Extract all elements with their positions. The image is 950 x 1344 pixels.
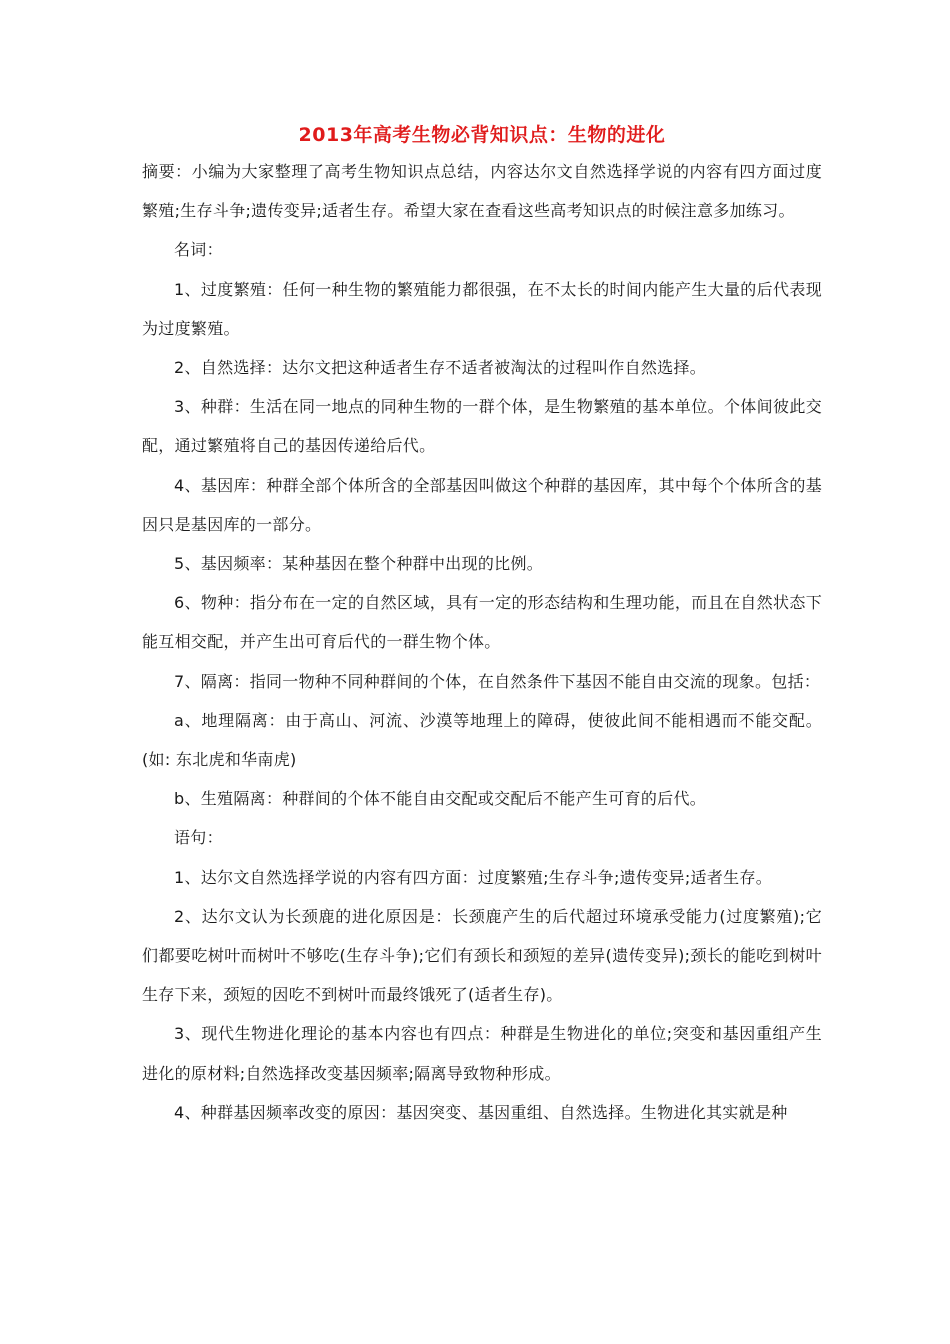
paragraph-term-5: 5、基因频率：某种基因在整个种群中出现的比例。 [174,554,544,574]
paragraph-statement-1: 1、达尔文自然选择学说的内容有四方面：过度繁殖;生存斗争;遗传变异;适者生存。 [174,867,773,887]
paragraph-statement-4: 4、种群基因频率改变的原因：基因突变、基因重组、自然选择。生物进化其实就是种 [174,1102,788,1122]
document-body [142,118,822,1132]
paragraph-statement-2: 2、达尔文认为长颈鹿的进化原因是：长颈鹿产生的后代超过环境承受能力(过度繁殖);它们都要吃树叶而树叶不够吃(生存斗争);它们有颈长和颈短的差异(遗传变异);颈长的能吃到树叶生存下来，颈短的因吃不到树叶而最终饿死了(适者生存)。 [142,906,822,1005]
paragraph-term-7: 7、隔离：指同一物种不同种群间的个体，在自然条件下基因不能自由交流的现象。包括： [174,671,821,691]
heading-terms: 名词： [174,240,223,260]
paragraph-term-2: 2、自然选择：达尔文把这种适者生存不适者被淘汰的过程叫作自然选择。 [174,358,707,378]
document-title: 2013年高考生物必背知识点：生物的进化 [298,124,666,146]
paragraph-term-6: 6、物种：指分布在一定的自然区域，具有一定的形态结构和生理功能，而且在自然状态下能互相交配，并产生出可育后代的一群生物个体。 [142,593,822,652]
paragraph-term-7a: a、地理隔离：由于高山、河流、沙漠等地理上的障碍，使彼此间不能相遇而不能交配。(如: 东北虎和华南虎) [142,710,822,770]
paragraph-term-4: 4、基因库：种群全部个体所含的全部基因叫做这个种群的基因库，其中每个个体所含的基因只是基因库的一部分。 [142,475,822,534]
heading-statements: 语句： [174,828,223,848]
paragraph-statement-3: 3、现代生物进化理论的基本内容也有四点：种群是生物进化的单位;突变和基因重组产生进化的原材料;自然选择改变基因频率;隔离导致物种形成。 [142,1024,822,1083]
paragraph-term-7b: b、生殖隔离：种群间的个体不能自由交配或交配后不能产生可育的后代。 [174,789,707,809]
paragraph-abstract: 摘要：小编为大家整理了高考生物知识点总结，内容达尔文自然选择学说的内容有四方面过度繁殖;生存斗争;遗传变异;适者生存。希望大家在查看这些高考知识点的时候注意多加练习。 [142,162,822,221]
paragraph-term-1: 1、过度繁殖：任何一种生物的繁殖能力都很强，在不太长的时间内能产生大量的后代表现为过度繁殖。 [142,279,822,338]
paragraph-term-3: 3、种群：生活在同一地点的同种生物的一群个体，是生物繁殖的基本单位。个体间彼此交配，通过繁殖将自己的基因传递给后代。 [142,397,822,456]
